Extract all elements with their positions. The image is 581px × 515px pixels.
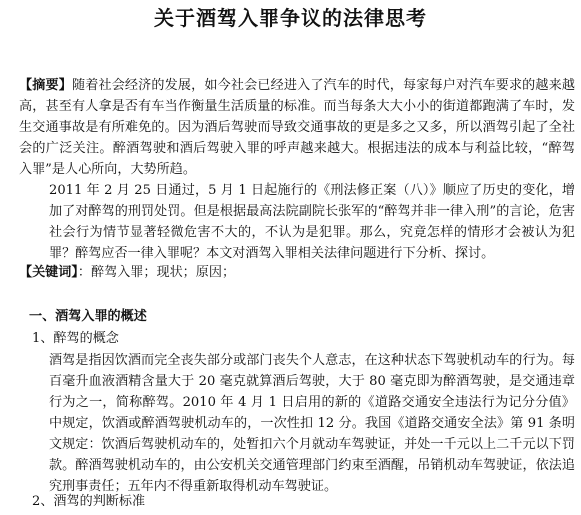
abstract-text-1: 随着社会经济的发展，如今社会已经进入了汽车的时代，每家每户对汽车要求的越来越高，甚至有人拿是否有车当作衡量生活质量的标准。而当每条大大小小的街道都跑满了车时，发生交通事故是有所难免的。因为酒后驾驶而导致交通事故的更是多之又多，所以酒驾引起了全社会的广泛关注。醉酒驾驶和酒后驾驶入罪的呼声越来越大。根据违法的成本与利益比较，“醉驾入罪”是人心所向，大势所趋。 [19,78,576,177]
keywords-line [19,262,575,283]
keywords-text: ：醉驾入罪；现状；原因； [77,265,236,280]
definition-paragraph [19,350,575,497]
abstract-paragraph-1 [19,75,575,180]
subsection-heading-1: 1、醉驾的概念 [32,331,119,346]
keywords-label: 【关键词】 [19,265,78,280]
section-heading: 一、酒驾入罪的概述 [29,309,147,324]
abstract-paragraph-2: 2011 年 2 月 25 日通过，5 月 1 日起施行的《刑法修正案（八）》顺应了历史的变化，增加了对醉驾的刑罚处罚。但是根据最高法院副院长张军的“醉驾并非一律入刑”的言论，危害社会行为情节显著轻微危害不大的，不认为是犯罪。那么，究竟怎样的情形才会被认为犯罪？醉驾应否一律入罪呢？本文对酒驾入罪相关法律问题进行下分析、探讨。 [49,183,575,261]
subsection-heading-2: 2、酒驾的判断标准 [32,494,146,509]
abstract-section [19,75,575,264]
abstract-label: 【摘要】 [19,78,72,93]
document-title: 关于酒驾入罪争议的法律思考 [154,6,427,30]
definition-text: 酒驾是指因饮酒而完全丧失部分或部门丧失个人意志，在这种状态下驾驶机动车的行为。每百毫升血液酒精含量大于 20 毫克就算酒后驾驶，大于 80 毫克即为醉酒驾驶，是交通违章行为之一，简称醉驾。2010 年 4 月 1 日启用的新的《道路交通安全违法行为记分分值》中规定，饮酒或醉酒驾驶机动车的，一次性扣 12 分。我国《道路交通安全法》第 91 条明文规定：饮酒后驾驶机动车的，处暂扣六个月就动车驾驶证，并处一千元以上二千元以下罚款。醉酒驾驶机动车的，由公安机关交通管理部门约束至酒醒，吊销机动车驾驶证，依法追究刑事责任；五年内不得重新取得机动车驾驶证。 [49,353,575,494]
